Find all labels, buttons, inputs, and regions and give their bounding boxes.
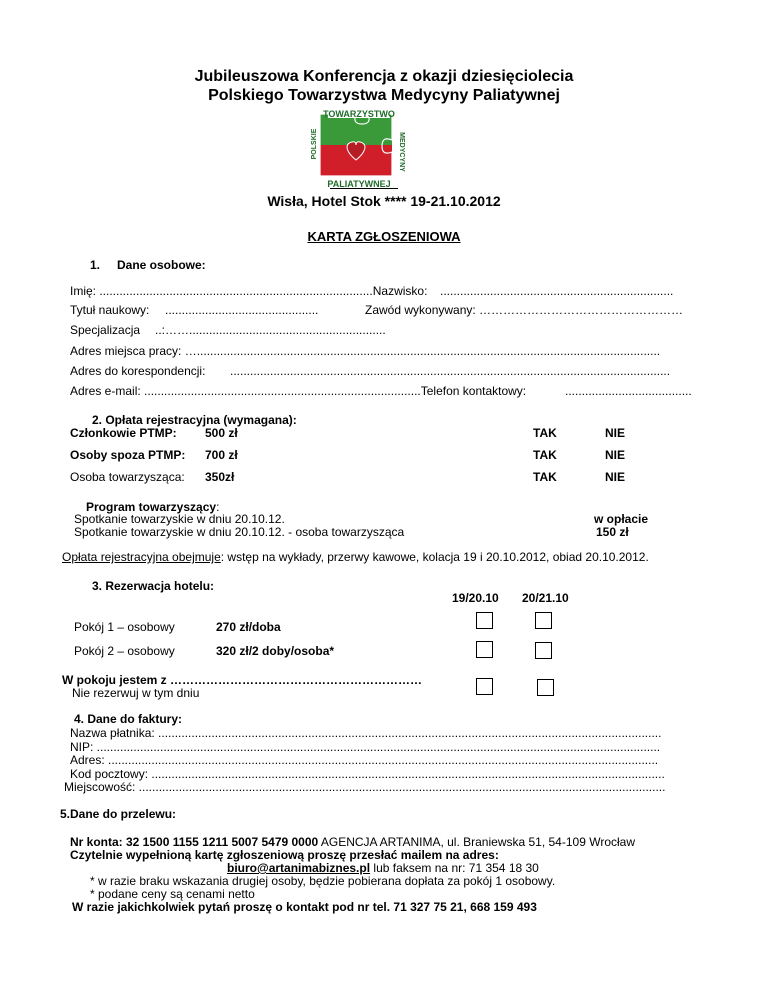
fee-row-tak[interactable]: TAK (533, 470, 557, 484)
section5-heading: 5.Dane do przelewu: (60, 807, 177, 821)
hotel-col-2021: 20/21.10 (522, 591, 569, 605)
send-instructions: Czytelnie wypełnioną kartę zgłoszeniową proszę przesłać mailem na adres: (70, 848, 499, 862)
fee-row-tak[interactable]: TAK (533, 448, 557, 462)
fee-row-nie[interactable]: NIE (605, 448, 626, 462)
logo-word-right: MEDYCYNY (398, 132, 405, 172)
field-zawod[interactable]: Zawód wykonywany: …………………………………………… (365, 303, 684, 317)
section1-number: 1. (90, 258, 101, 272)
field-specjalizacja-label: Specjalizacja (70, 323, 141, 337)
form-title: KARTA ZGŁOSZENIOWA (307, 229, 461, 244)
room2-checkbox-1920[interactable] (476, 641, 493, 658)
field-nazwa-platnika[interactable]: Nazwa płatnika: ....................................................................................................................................................... (70, 726, 662, 740)
bank-account: Nr konta: 32 1500 1155 1211 5007 5479 0000 AGENCJA ARTANIMA, ul. Braniewska 51, 54-109 Wrocław (70, 835, 635, 849)
conference-title-line1: Jubileuszowa Konferencja z okazji dziesięciolecia (194, 68, 574, 85)
section2-heading: 2. Opłata rejestracyjna (wymagana): (92, 413, 297, 427)
field-tytul-label: Tytuł naukowy: (70, 303, 150, 317)
room1-checkbox-2021[interactable] (535, 612, 552, 629)
fee-row-tak[interactable]: TAK (533, 426, 557, 440)
room1-checkbox-1920[interactable] (476, 612, 493, 629)
field-nip[interactable]: NIP: ......................................................................................................................................................................... (70, 740, 661, 754)
venue: Wisła, Hotel Stok **** 19-21.10.2012 (267, 193, 501, 209)
fee-row-label: Członkowie PTMP: (70, 426, 177, 440)
no-reservation-checkbox-2021[interactable] (537, 679, 554, 696)
field-tytul[interactable]: .............................................. (165, 303, 319, 317)
ptmp-logo (306, 108, 410, 192)
fee-row-nie[interactable]: NIE (605, 470, 626, 484)
program-line2: Spotkanie towarzyskie w dniu 20.10.12. - osoba towarzysząca (74, 525, 405, 539)
program-line1: Spotkanie towarzyskie w dniu 20.10.12. (74, 512, 285, 526)
note-net-prices: * podane ceny są cenami netto (90, 887, 255, 901)
program-in-fee: w opłacie (594, 512, 649, 526)
field-adres-kor-label: Adres do korespondencji: (70, 364, 206, 378)
program-price: 150 zł (596, 525, 629, 539)
field-specjalizacja[interactable]: ..:……........................................................... (155, 323, 386, 337)
field-nazwisko-dots[interactable]: ...................................................................... (440, 284, 674, 298)
fee-includes: Opłata rejestracyjna obejmuje: wstęp na wykłady, przerwy kawowe, kolacja 19 i 20.10.2012, obiad 20.10.2012. (62, 550, 649, 564)
contact-phone: W razie jakichkolwiek pytań proszę o kontakt pod nr tel. 71 327 75 21, 668 159 493 (72, 900, 537, 914)
fee-row-price: 700 zł (205, 448, 238, 462)
no-reservation-label: Nie rezerwuj w tym dniu (72, 686, 200, 700)
fee-row-price: 500 zł (205, 426, 238, 440)
fee-row-nie[interactable]: NIE (605, 426, 626, 440)
field-kod-pocztowy[interactable]: Kod pocztowy: .......................................................................................................................................................... (70, 767, 665, 781)
room2-price: 320 zł/2 doby/osoba* (216, 644, 335, 658)
roommate-field[interactable]: W pokoju jestem z ……………………………………………………… (62, 673, 423, 687)
contact-email-link[interactable]: biuro@artanimabiznes.pl (227, 861, 371, 875)
section4-heading: 4. Dane do faktury: (74, 712, 183, 726)
field-email-telefon[interactable]: Adres e-mail: ...................................................................................Telefon kontaktowy: (70, 384, 527, 398)
field-miejscowosc[interactable]: Miejscowość: .............................................................................................................................................................. (64, 780, 666, 794)
logo-word-bottom: PALIATYWNEJ (327, 179, 391, 189)
section3-heading: 3. Rezerwacja hotelu: (92, 579, 215, 593)
fee-row-label: Osoby spoza PTMP: (70, 448, 186, 462)
room1-price: 270 zł/doba (216, 620, 281, 634)
field-imie-nazwisko[interactable]: Imię: ..................................................................................Nazwisko: (70, 284, 428, 298)
logo-word-left: POLSKIE (311, 128, 318, 160)
contact-email-fax: biuro@artanimabiznes.pl lub faksem na nr: 71 354 18 30 (227, 861, 539, 875)
fee-row-label: Osoba towarzysząca: (70, 470, 185, 484)
note-surcharge: * w razie braku wskazania drugiej osoby, będzie pobierana dopłata za pokój 1 osobowy. (90, 874, 556, 888)
section1-heading: Dane osobowe: (117, 258, 206, 272)
hotel-col-1920: 19/20.10 (452, 591, 499, 605)
field-adres-kor[interactable]: .................................................................................................................................... (230, 364, 671, 378)
no-reservation-checkbox-1920[interactable] (476, 678, 493, 695)
room2-label: Pokój 2 – osobowy (74, 644, 175, 658)
field-telefon-dots[interactable]: ...................................... (565, 384, 692, 398)
logo-word-top: TOWARZYSTWO (323, 109, 395, 119)
fee-row-price: 350zł (205, 470, 235, 484)
room1-label: Pokój 1 – osobowy (74, 620, 175, 634)
field-adres-pracy[interactable]: Adres miejsca pracy: …........................................................................................................................................... (70, 344, 661, 358)
room2-checkbox-2021[interactable] (535, 642, 552, 659)
conference-title-line2: Polskiego Towarzystwa Medycyny Paliatywnej (208, 87, 560, 104)
field-adres[interactable]: Adres: ..................................................................................................................................................................... (70, 753, 659, 767)
program-title: Program towarzyszący: (86, 500, 220, 514)
logo-underline (330, 188, 398, 189)
